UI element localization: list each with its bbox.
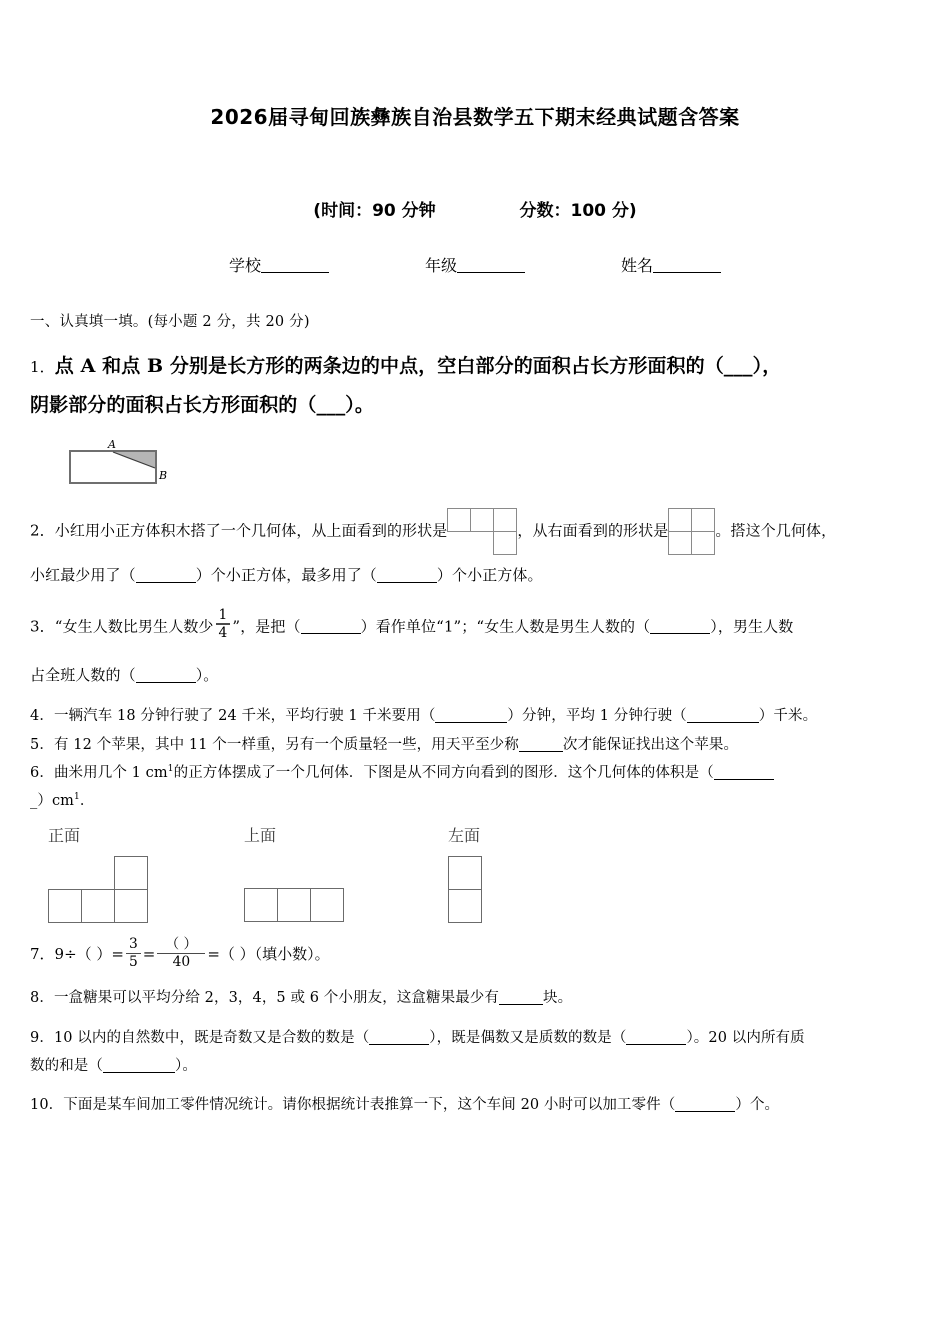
q10-text-part-2: ）个。 [735, 1096, 780, 1113]
q9-number: 9． [30, 1030, 54, 1046]
q5-number: 5． [30, 736, 54, 753]
q6-left-view-grid [448, 856, 482, 923]
q1-number: 1． [30, 358, 55, 376]
q8-blank[interactable] [499, 1004, 543, 1005]
q3-text-part-3: ）看作单位“1”；“女生人数是男生人数的（ [360, 617, 651, 636]
q6-front-view [48, 823, 148, 923]
q5-blank[interactable] [519, 751, 563, 752]
q3-blank-1[interactable] [301, 633, 361, 634]
q7-fraction-three-fifths [126, 937, 141, 969]
q6-unit-exponent: 1 [167, 764, 174, 775]
q3-line-2 [30, 658, 920, 693]
q3-frac-numerator: 1 [218, 606, 228, 623]
q2-blank-min[interactable] [136, 582, 196, 583]
q2-line-2 [30, 559, 920, 592]
svg-text:B: B [159, 468, 168, 482]
question-8 [30, 984, 920, 1012]
q7-frac1-numerator: 3 [129, 936, 138, 953]
name-blank[interactable] [653, 272, 721, 273]
q2-number: 2． [30, 521, 55, 540]
question-4 [30, 702, 920, 730]
question-3 [30, 608, 920, 693]
q6-left-view-label: 左面 [448, 826, 481, 846]
q9-text-part-1: 10 以内的自然数中，既是奇数又是合数的数是（ [53, 1030, 370, 1046]
page-title: 2026届寻甸回族彝族自治县数学五下期末经典试题含答案 [210, 105, 740, 129]
school-label: 学校 [228, 256, 261, 275]
section-heading: 一、认真填一填。(每小题 2 分，共 20 分) [30, 314, 310, 330]
q3-frac-denominator: 4 [218, 624, 228, 641]
q2-line2-a: 小红最少用了（ [30, 565, 136, 584]
q2-text-part-3: 。搭这个几何体， [715, 521, 837, 540]
q2-line2-c: ）个小正方体。 [436, 565, 543, 584]
q10-text-part-1: 下面是某车间加工零件情况统计。请你根据统计表推算一下，这个车间 20 小时可以加工零件（ [63, 1096, 676, 1113]
q9-text-part-3: ）。20 以内所有质 [686, 1030, 805, 1046]
q7-frac1-denominator: 5 [129, 954, 138, 971]
question-6 [30, 759, 920, 816]
question-1 [30, 347, 920, 425]
q2-right-view-shape [668, 508, 715, 555]
question-9 [30, 1024, 920, 1081]
q6-top-view-grid [244, 888, 344, 922]
q8-text-part-2: 块。 [543, 989, 573, 1006]
q9-text-part-2: ），既是偶数又是质数的数是（ [429, 1030, 627, 1046]
q10-blank[interactable] [675, 1111, 735, 1112]
q7-number: 7． [30, 945, 55, 964]
q8-text-part-1: 一盒糖果可以平均分给 2，3，4，5 或 6 个小朋友，这盒糖果最少有 [53, 989, 499, 1006]
exam-score-label: 分数：100 分) [519, 201, 637, 221]
question-2 [30, 508, 920, 592]
q2-text-part-1: 小红用小正方体积木搭了一个几何体，从上面看到的形状是 [54, 521, 448, 540]
exam-meta [30, 196, 920, 221]
q6-left-view [448, 823, 482, 923]
q5-text-part-2: 次才能保证找出这个苹果。 [562, 736, 739, 753]
q3-line2-b: ）。 [195, 665, 219, 684]
q4-text-part-2: ）分钟，平均 1 分钟行驶（ [507, 708, 687, 725]
q6-line2-a: _）cm [30, 793, 75, 810]
q7-equals-1: = [142, 944, 156, 963]
q3-number: 3． [30, 617, 55, 636]
q7-frac2-numerator[interactable]: （ ） [165, 936, 198, 953]
q7-expr-1: 9÷（ ）= [54, 945, 124, 964]
q9-blank-3[interactable] [103, 1072, 175, 1073]
svg-text:A: A [108, 437, 116, 451]
q6-text-part-2: 的正方体摆成了一个几何体．下图是从不同方向看到的图形．这个几何体的体积是（ [173, 764, 714, 781]
q4-text-part-1: 一辆汽车 18 分钟行驶了 24 千米，平均行驶 1 千米要用（ [53, 708, 436, 725]
q9-line2-a: 数的和是（ [30, 1058, 103, 1075]
name-label: 姓名 [621, 256, 654, 275]
q3-fraction-one-quarter [216, 608, 231, 640]
q6-unit-exponent-2: 1 [74, 792, 80, 803]
q9-blank-1[interactable] [369, 1044, 429, 1045]
q2-top-view-shape [447, 508, 517, 555]
q3-line2-a: 占全班人数的（ [30, 665, 136, 684]
q5-text-part-1: 有 12 个苹果，其中 11 个一样重，另有一个质量轻一些，用天平至少称 [53, 736, 519, 753]
q4-blank-2[interactable] [687, 722, 759, 723]
q10-number: 10． [30, 1096, 64, 1113]
q2-blank-max[interactable] [377, 582, 437, 583]
q2-text-part-2: ，从右面看到的形状是 [517, 521, 669, 540]
student-info-row [30, 253, 920, 276]
q3-blank-3[interactable] [136, 682, 196, 683]
q6-line2-b: ． [79, 793, 95, 810]
q2-line2-b: ）个小正方体，最多用了（ [195, 565, 377, 584]
q9-line-2 [30, 1052, 920, 1080]
q6-three-views-figure [30, 823, 920, 923]
q3-text-part-4: ），男生人数 [710, 617, 794, 636]
grade-blank[interactable] [457, 272, 525, 273]
q9-line2-b: ）。 [175, 1058, 197, 1075]
page-content [30, 0, 920, 1119]
q4-blank-1[interactable] [435, 722, 507, 723]
name-field [621, 253, 721, 276]
q3-text-part-1: “女生人数比男生人数少 [54, 617, 214, 636]
q6-blank[interactable] [714, 779, 774, 780]
school-field [229, 253, 329, 276]
q4-number: 4． [30, 708, 54, 725]
q6-top-view [244, 823, 344, 922]
q9-blank-2[interactable] [626, 1044, 686, 1045]
rectangle-with-shaded-triangle [62, 435, 177, 490]
question-7 [30, 937, 920, 969]
q7-frac2-denominator: 40 [172, 954, 191, 971]
q3-text-part-2: ”，是把（ [232, 617, 301, 636]
question-10 [30, 1091, 920, 1119]
q6-line-2 [30, 787, 920, 815]
q3-blank-2[interactable] [650, 633, 710, 634]
q7-fraction-blank-over-forty [157, 937, 205, 969]
q4-text-part-3: ）千米。 [758, 708, 818, 725]
exam-time-label: (时间：90 分钟 [313, 201, 436, 221]
q1-line-2: 阴影部分的面积占长方形面积的（___）。 [30, 393, 375, 416]
q8-number: 8． [30, 989, 54, 1006]
q1-rectangle-figure [62, 435, 920, 494]
q7-equals-2: =（ ）（填小数）。 [207, 945, 330, 964]
grade-field [425, 253, 525, 276]
grade-label: 年级 [424, 256, 457, 275]
q1-line-1: 点 A 和点 B 分别是长方形的两条边的中点，空白部分的面积占长方形面积的（___）， [54, 355, 782, 377]
q6-top-view-label: 上面 [244, 826, 277, 846]
q6-front-view-label: 正面 [48, 826, 81, 846]
q6-front-view-grid [48, 856, 148, 923]
question-5 [30, 731, 920, 759]
q6-text-part-1: 曲米用几个 1 cm [53, 764, 168, 781]
school-blank[interactable] [261, 272, 329, 273]
q6-number: 6． [30, 764, 54, 781]
